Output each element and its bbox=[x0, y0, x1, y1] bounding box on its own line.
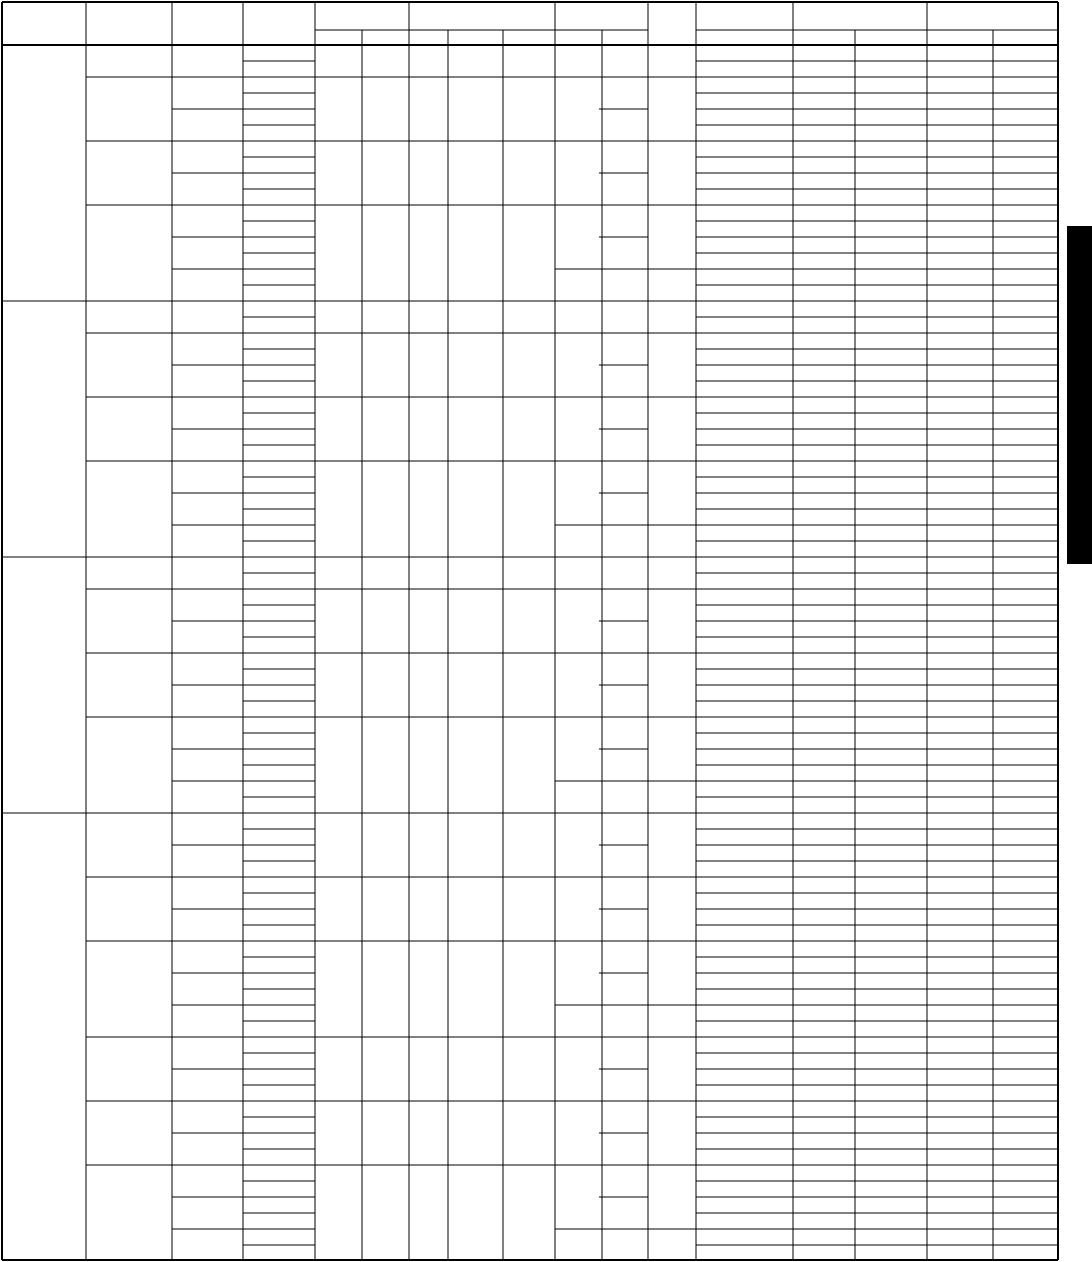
edge-thumb-tab bbox=[1067, 226, 1092, 564]
